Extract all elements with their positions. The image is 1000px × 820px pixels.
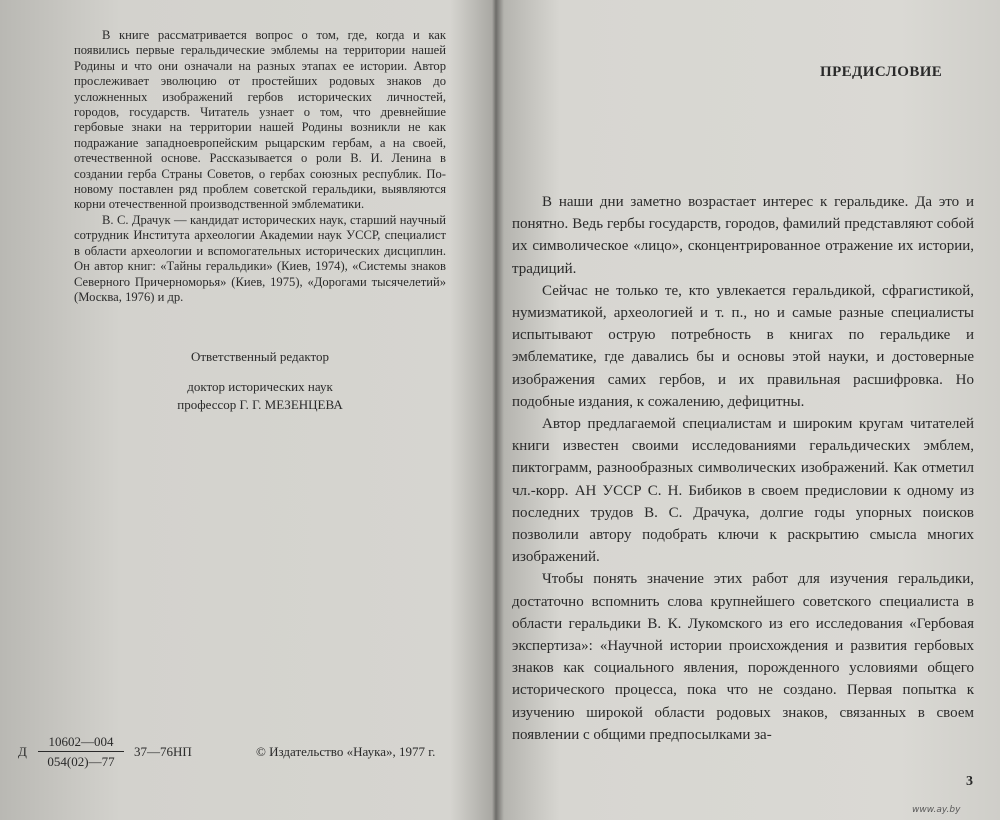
preface-paragraph: Сейчас не только те, кто увлекается геральдикой, сфрагистикой, нумизматикой, археологией и т. п., но и самые разные специалисты испытывают острую потребность в книгах по геральдике и эмблематике, где давались бы и основы этой науки, и достоверные изображения самих гербов, и их правильная расшифровка. Но подобные издания, к сожалению, дефицитны. [512, 282, 974, 410]
site-watermark: www.ay.by [912, 805, 961, 815]
imprint-line [18, 732, 488, 772]
imprint-numerator: 10602—004 [38, 732, 124, 752]
preface-paragraph: Чтобы понять значение этих работ для изучения геральдики, достаточно вспомнить слова крупнейшего советского специалиста в области геральдики В. К. Лукомского из его исследования «Гербовая экспертиза»: «Научной истории происхождения и развития гербовых знаков как социального явления, порожденного условиями общего исторического процесса, пока что не создано. Первая попытка к изучению широкой области родовых знаков, связанных в своем появлении с общими предпосылками за- [512, 571, 974, 743]
preface-paragraph: Автор предлагаемой специалистам и широким кругам читателей книги известен своими исследованиями геральдических эмблем, пиктограмм, разнообразных символических изображений. Как отметил чл.-корр. АН УССР С. Н. Бибиков в своем предисловии к одному из последних трудов В. С. Драчука, долгие годы упорных поисков позволили автору подобрать ключи к раскрытию смысла многих изображений. [512, 416, 974, 566]
preface-text [512, 191, 974, 746]
editor-degree: доктор исторических наук [187, 379, 333, 394]
author-bio-paragraph: В. С. Драчук — кандидат исторических наук, старший научный сотрудник Института археологии Академии наук УССР, специалист в области археологии и вспомогательных исторических дисциплин. Он автор книг: «Тайны геральдики» (Киев, 1974), «Системы знаков Северного Причерноморья» (Киев, 1975), «Дорогами тысячелетий» (Москва, 1976) и др. [74, 212, 446, 304]
imprint-fraction [38, 732, 124, 771]
imprint-letter: Д [18, 744, 27, 759]
editor-name: профессор Г. Г. МЕЗЕНЦЕВА [177, 397, 343, 412]
chapter-heading: ПРЕДИСЛОВИЕ [820, 64, 943, 80]
preface-paragraph: В наши дни заметно возрастает интерес к геральдике. Да это и понятно. Ведь гербы государств, городов, фамилий представляют собой их символическое «лицо», сконцентрированное отражение их истории, традиций. [512, 194, 974, 277]
page-number: 3 [966, 774, 973, 789]
annotation-paragraph: В книге рассматривается вопрос о том, где, когда и как появились первые геральдические эмблемы на территории нашей Родины и что они означали на разных этапах ее истории. Автор прослеживает эволюцию от простейших родовых знаков до усложненных изображений гербов исторических личностей, городов, государств. Читатель узнает о том, что древнейшие гербовые знаки на территории нашей Родины возникли не как подражание западноевропейским рыцарским гербам, а на своей, отечественной основе. Рассказывается о роли В. И. Ленина в создании герба Страны Советов, о гербах союзных республик. По-новому поставлен ряд проблем советской геральдики, выявляются корни отечественной производственной эмблематики. [74, 28, 446, 212]
annotation-block [74, 28, 446, 305]
imprint-denominator: 054(02)—77 [47, 754, 115, 769]
imprint-code: 37—76НП [134, 744, 192, 759]
publisher-copyright: © Издательство «Наука», 1977 г. [256, 744, 436, 759]
right-page [498, 0, 1000, 820]
editor-title: Ответственный редактор [190, 349, 330, 364]
left-page [0, 0, 492, 820]
